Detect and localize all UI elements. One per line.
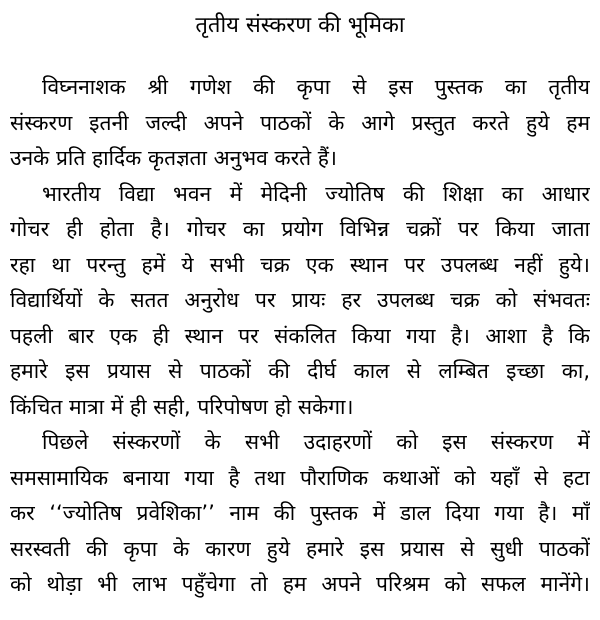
text-line: गोचर ही होता है। गोचर का प्रयोग विभिन्न चक्रों पर किया जाता: [10, 217, 590, 241]
paragraph-3: [10, 425, 590, 603]
text-line: को थोड़ा भी लाभ पहुँचेगा तो हम अपने परिश्रम को सफल मानेंगे।: [10, 572, 590, 596]
paragraph-1: [10, 70, 590, 177]
text-line: समसामायिक बनाया गया है तथा पौराणिक कथाओं को यहाँ से हटा: [10, 465, 590, 490]
text-line: पिछले संस्करणों के सभी उदाहरणों को इस संस्करण में: [42, 430, 590, 454]
text-line: उनके प्रति हार्दिक कृतज्ञता अनुभव करते हैं।: [10, 146, 337, 170]
text-line: सरस्वती की कृपा के कारण हुये हमारे इस प्रयास से सुधी पाठकों: [10, 536, 590, 561]
text-line: संस्करण इतनी जल्दी अपने पाठकों के आगे प्रस्तुत करते हुये हम: [10, 110, 590, 135]
page-title: तृतीय संस्करण की भूमिका: [195, 13, 405, 38]
text-line: विद्यार्थियों के सतत अनुरोध पर प्रायः हर उपलब्ध चक्र को संभवतः: [10, 288, 590, 312]
text-line: हमारे इस प्रयास से पाठकों की दीर्घ काल से लम्बित इच्छा का,: [10, 359, 590, 383]
text-line: भारतीय विद्या भवन में मेदिनी ज्योतिष की शिक्षा का आधार: [42, 181, 590, 206]
text-line: पहली बार एक ही स्थान पर संकलित किया गया है। आशा है कि: [10, 323, 590, 348]
text-line: विघ्ननाशक श्री गणेश की कृपा से इस पुस्तक का तृतीय: [42, 75, 590, 99]
text-line: किंचित मात्रा में ही सही, परिपोषण हो सकेगा।: [10, 394, 354, 419]
text-line: रहा था परन्तु हमें ये सभी चक्र एक स्थान पर उपलब्ध नहीं हुये।: [10, 252, 590, 277]
paragraph-2: [10, 177, 590, 426]
text-line: कर ‘‘ज्योतिष प्रवेशिका’’ नाम की पुस्तक में डाल दिया गया है। माँ: [10, 501, 590, 525]
